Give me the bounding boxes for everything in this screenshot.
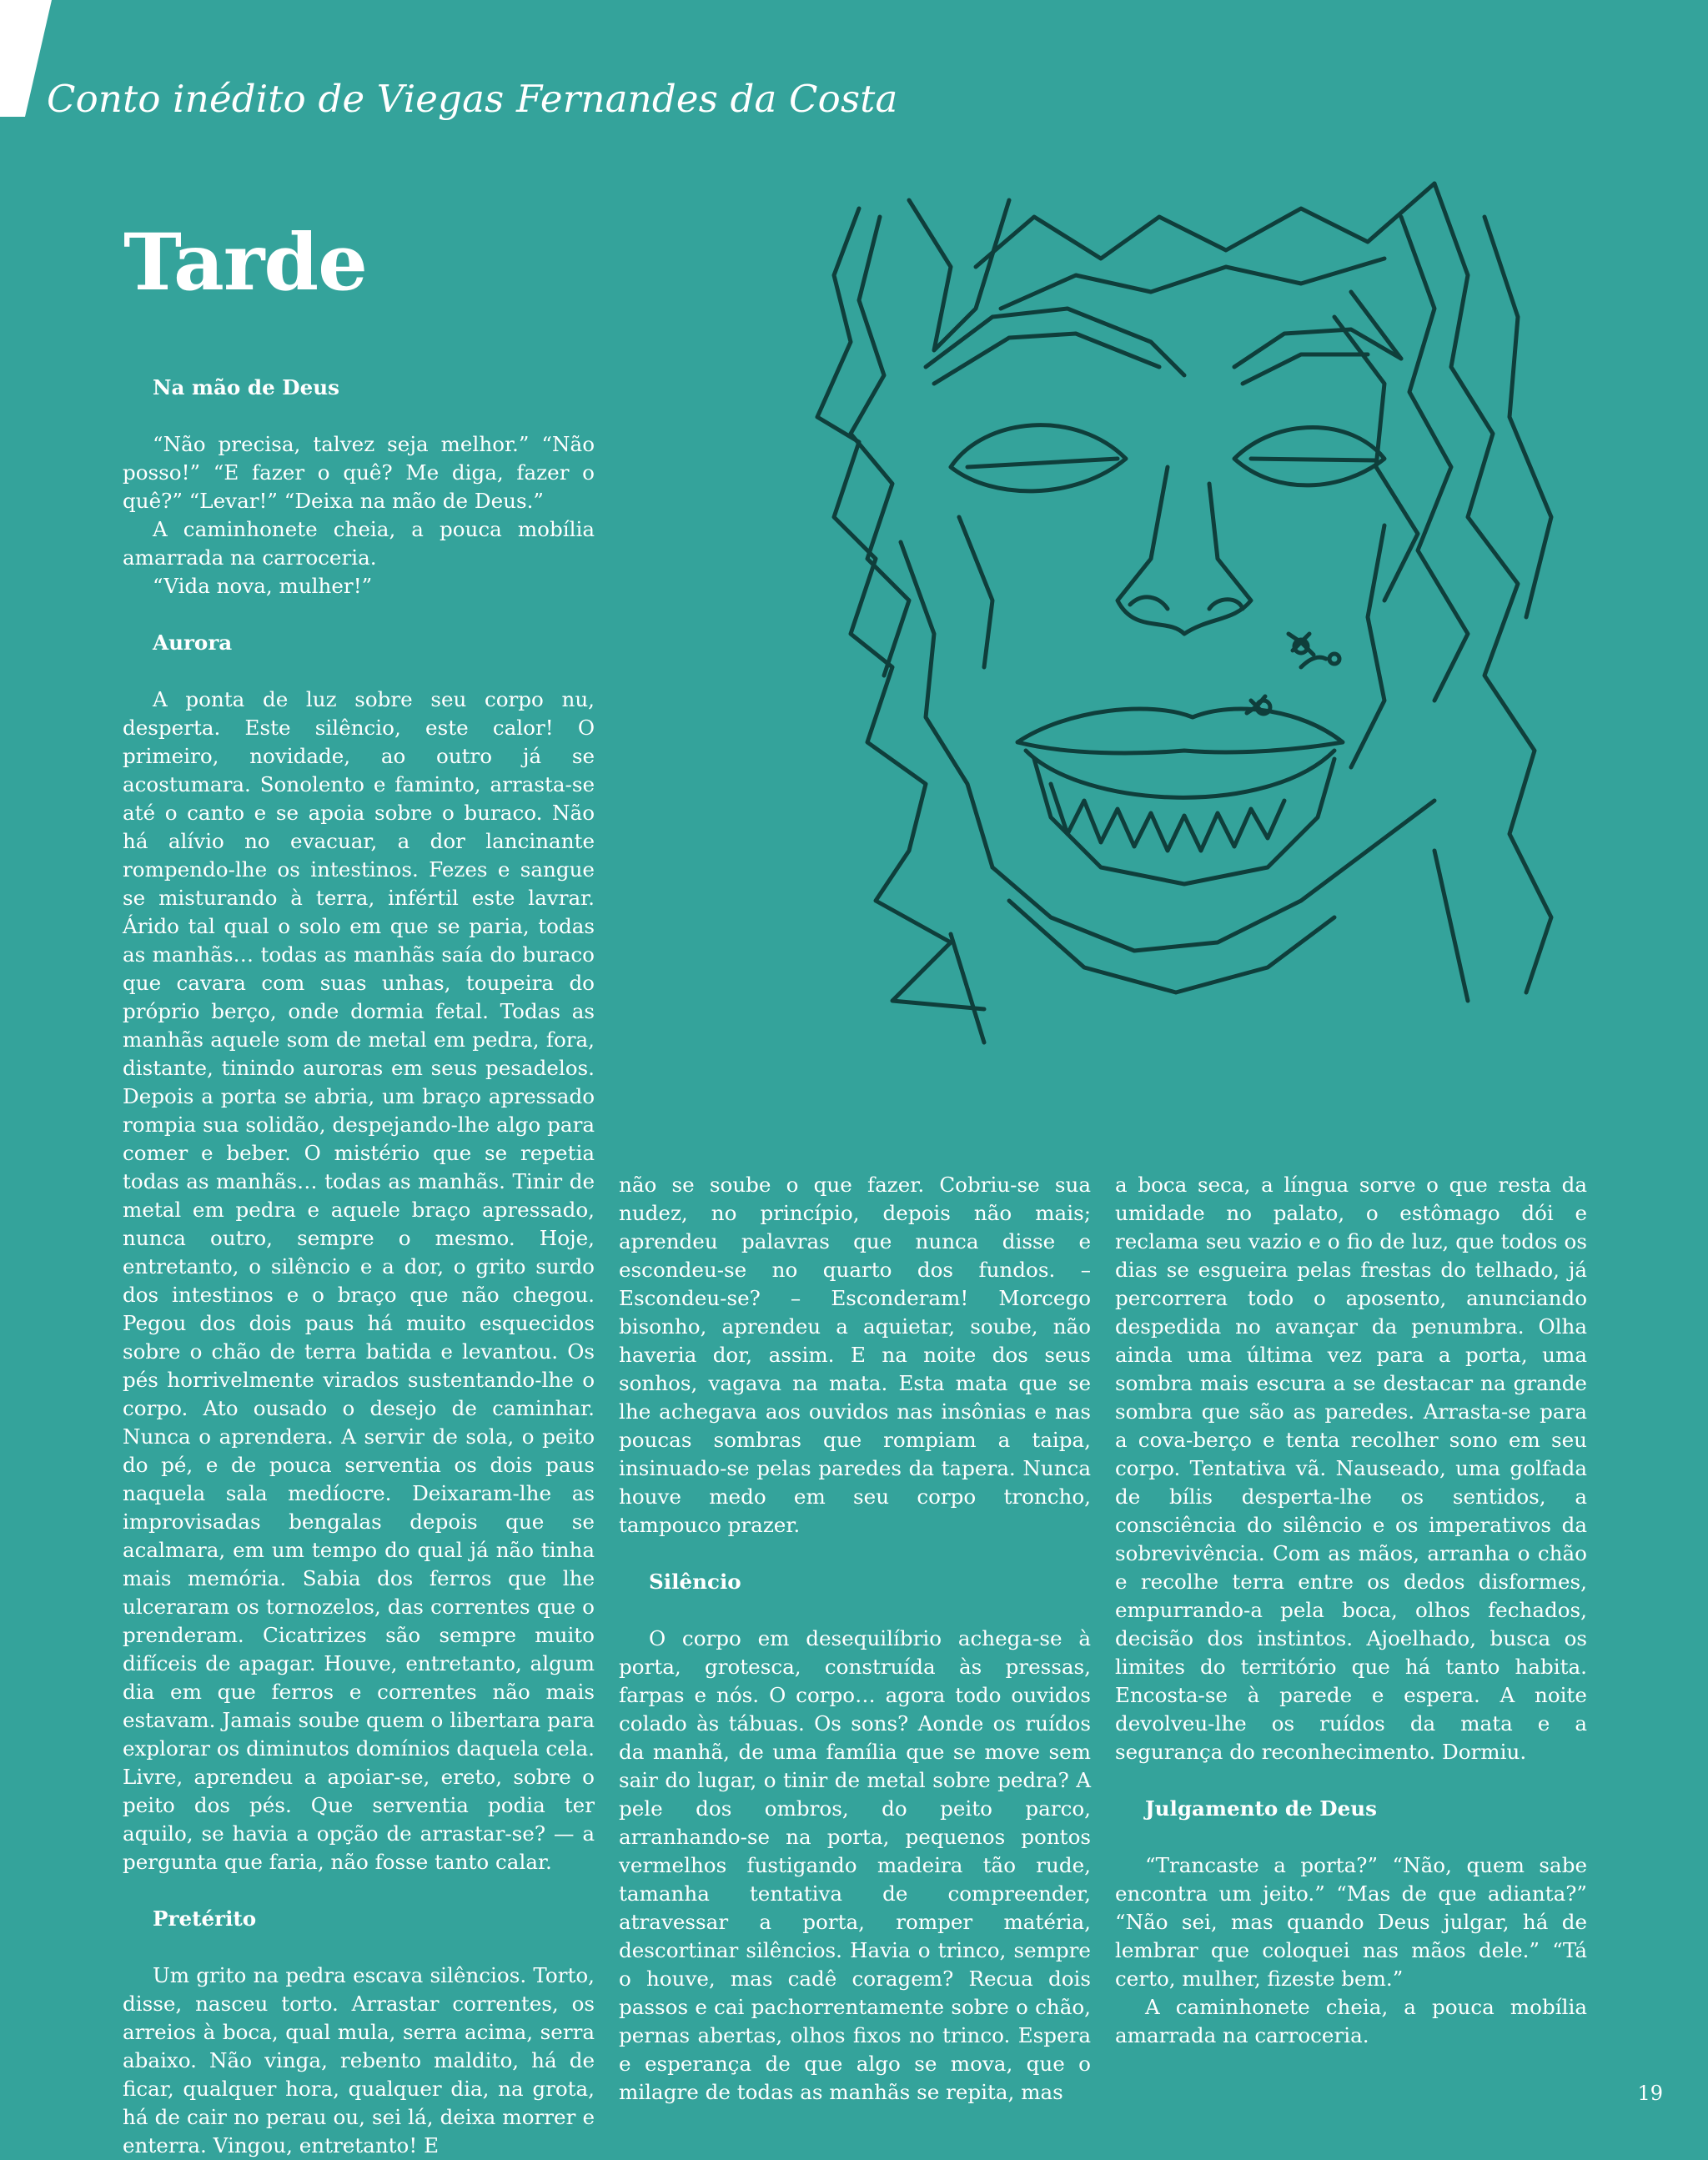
section-heading: Silêncio [649, 1570, 741, 1594]
corner-white-tab [0, 0, 52, 117]
kicker-byline: Conto inédito de Viegas Fernandes da Costa [47, 77, 898, 121]
section-heading: Julgamento de Deus [1145, 1796, 1377, 1821]
paragraph: a boca seca, a língua sorve o que resta da umidade no palato, o estômago dói e reclama seu vazio e o fio de luz, que todos os dias se esgueira pelas frestas do telhado, já percorrera todo o aposento, anunciando despedida no avançar da penumbra. Olha ainda uma última vez para a porta, uma sombra mais escura a se destacar na grande sombra que são as paredes. Arrasta-se para a cova-berço e tenta recolher sono em seu corpo. Tentativa vã. Nauseado, uma golfada de bílis desperta-lhe os sentidos, a consciência do silêncio e os imperativos da sobrevivência. Com as mãos, arranha o chão e recolhe terra entre os dedos disformes, empurrando-a pela boca, olhos fechados, decisão dos instintos. Ajoelhado, busca os limites do território que há tanto habita. Encosta-se à parede e espera. A noite devolveu-lhe os ruídos da mata e a segurança do reconhecimento. Dormiu. [1115, 1173, 1587, 1764]
text-column-1 [123, 374, 595, 2160]
paragraph: A ponta de luz sobre seu corpo nu, desperta. Este silêncio, este calor! O primeiro, novidade, ao outro já se acostumara. Sonolento e faminto, arrasta-se até o canto e se apoia sobre o buraco. Não há alívio no evacuar, a dor lancinante rompendo-lhe os intestinos. Fezes e sangue se misturando à terra, infértil este lavrar. Árido tal qual o solo em que se paria, todas as manhãs… todas as manhãs saía do buraco que cavara com suas unhas, toupeira do próprio berço, onde dormia fetal. Todas as manhãs aquele som de metal em pedra, fora, distante, tinindo auroras em seus pesadelos. Depois a porta se abria, um braço apressado rompia sua solidão, despejando-lhe algo para comer e beber. O mistério que se repetia todas as manhãs… todas as manhãs. Tinir de metal em pedra e aquele braço apressado, nunca outro, sempre o mesmo. Hoje, entretanto, o silêncio e a dor, o grito surdo dos intestinos e o braço que não chegou. Pegou dos dois paus há muito esquecidos sobre o chão de terra batida e levantou. Os pés horrivelmente virados sustentando-lhe o corpo. Ato ousado o desejo de caminhar. Nunca o aprendera. A servir de sola, o peito do pé, e de pouca serventia os dois paus naquela sala medíocre. Deixaram-lhe as improvisadas bengalas depois que se acalmara, em um tempo do qual já não tinha mais memória. Sabia dos ferros que lhe ulceraram os tornozelos, das correntes que o prenderam. Cicatrizes são sempre muito difíceis de apagar. Houve, entretanto, algum dia em que ferros e correntes não mais estavam. Jamais soube quem o libertara para explorar os diminutos domínios daquela cela. Livre, aprendeu a apoiar-se, ereto, sobre o peito dos pés. Que serventia podia ter aquilo, se havia a opção de arrastar-se? — a pergunta que faria, não fosse tanto calar. [123, 687, 595, 1874]
face-sketch-illustration [801, 167, 1576, 1051]
paragraph: A caminhonete cheia, a pouca mobília amarrada na carroceria. [1115, 1995, 1587, 2047]
section-heading: Pretérito [153, 1906, 257, 1931]
section-heading: Na mão de Deus [153, 375, 340, 399]
text-column-3 [1115, 1171, 1587, 2050]
paragraph: Um grito na pedra escava silêncios. Torto, disse, nasceu torto. Arrastar correntes, os arreios à boca, qual mula, serra acima, serra abaixo. Não vinga, rebento maldito, há de ficar, qualquer hora, qualquer dia, na grota, há de cair no perau ou, sei lá, deixa morrer e enterra. Vingou, entretanto! E [123, 1963, 595, 2157]
paragraph: O corpo em desequilíbrio achega-se à porta, grotesca, construída às pressas, farpas e nós. O corpo… agora todo ouvidos colado às tábuas. Os sons? Aonde os ruídos da manhã, de uma família que se move sem sair do lugar, o tinir de metal sobre pedra? A pele dos ombros, do peito parco, arranhando-se na porta, pequenos pontos vermelhos fustigando madeira tão rude, tamanha tentativa de compreender, atravessar a porta, romper matéria, descortinar silêncios. Havia o trinco, sempre o houve, mas cadê coragem? Recua dois passos e cai pachorrentamente sobre o chão, pernas abertas, olhos fixos no trinco. Espera e esperança de que algo se mova, que o milagre de todas as manhãs se repita, mas [619, 1626, 1091, 2104]
article-title: Tarde [123, 217, 367, 309]
page-number: 19 [1637, 2082, 1663, 2105]
paragraph: não se soube o que fazer. Cobriu-se sua nudez, no princípio, depois não mais; aprendeu palavras que nunca disse e escondeu-se no quarto dos fundos. – Escondeu-se? – Esconderam! Morcego bisonho, aprendeu a aquietar, soube, não haveria dor, assim. E na noite dos seus sonhos, vagava na mata. Esta mata que se lhe achegava aos ouvidos nas insônias e nas poucas sombras que rompiam a taipa, insinuado-se pelas paredes da tapera. Nunca houve medo em seu corpo troncho, tampouco prazer. [619, 1173, 1091, 1537]
paragraph: “Trancaste a porta?” “Não, quem sabe encontra um jeito.” “Mas de que adianta?” “Não sei, mas quando Deus julgar, há de lembrar que coloquei nas mãos dele.” “Tá certo, mulher, fizeste bem.” [1115, 1853, 1587, 1991]
paragraph: A caminhonete cheia, a pouca mobília amarrada na carroceria. [123, 517, 595, 570]
paragraph: “Não precisa, talvez seja melhor.” “Não posso!” “E fazer o quê? Me diga, fazer o quê?” “Levar!” “Deixa na mão de Deus.” [123, 432, 595, 513]
text-column-2 [619, 1171, 1091, 2107]
section-heading: Aurora [153, 630, 233, 655]
paragraph: “Vida nova, mulher!” [153, 574, 373, 598]
